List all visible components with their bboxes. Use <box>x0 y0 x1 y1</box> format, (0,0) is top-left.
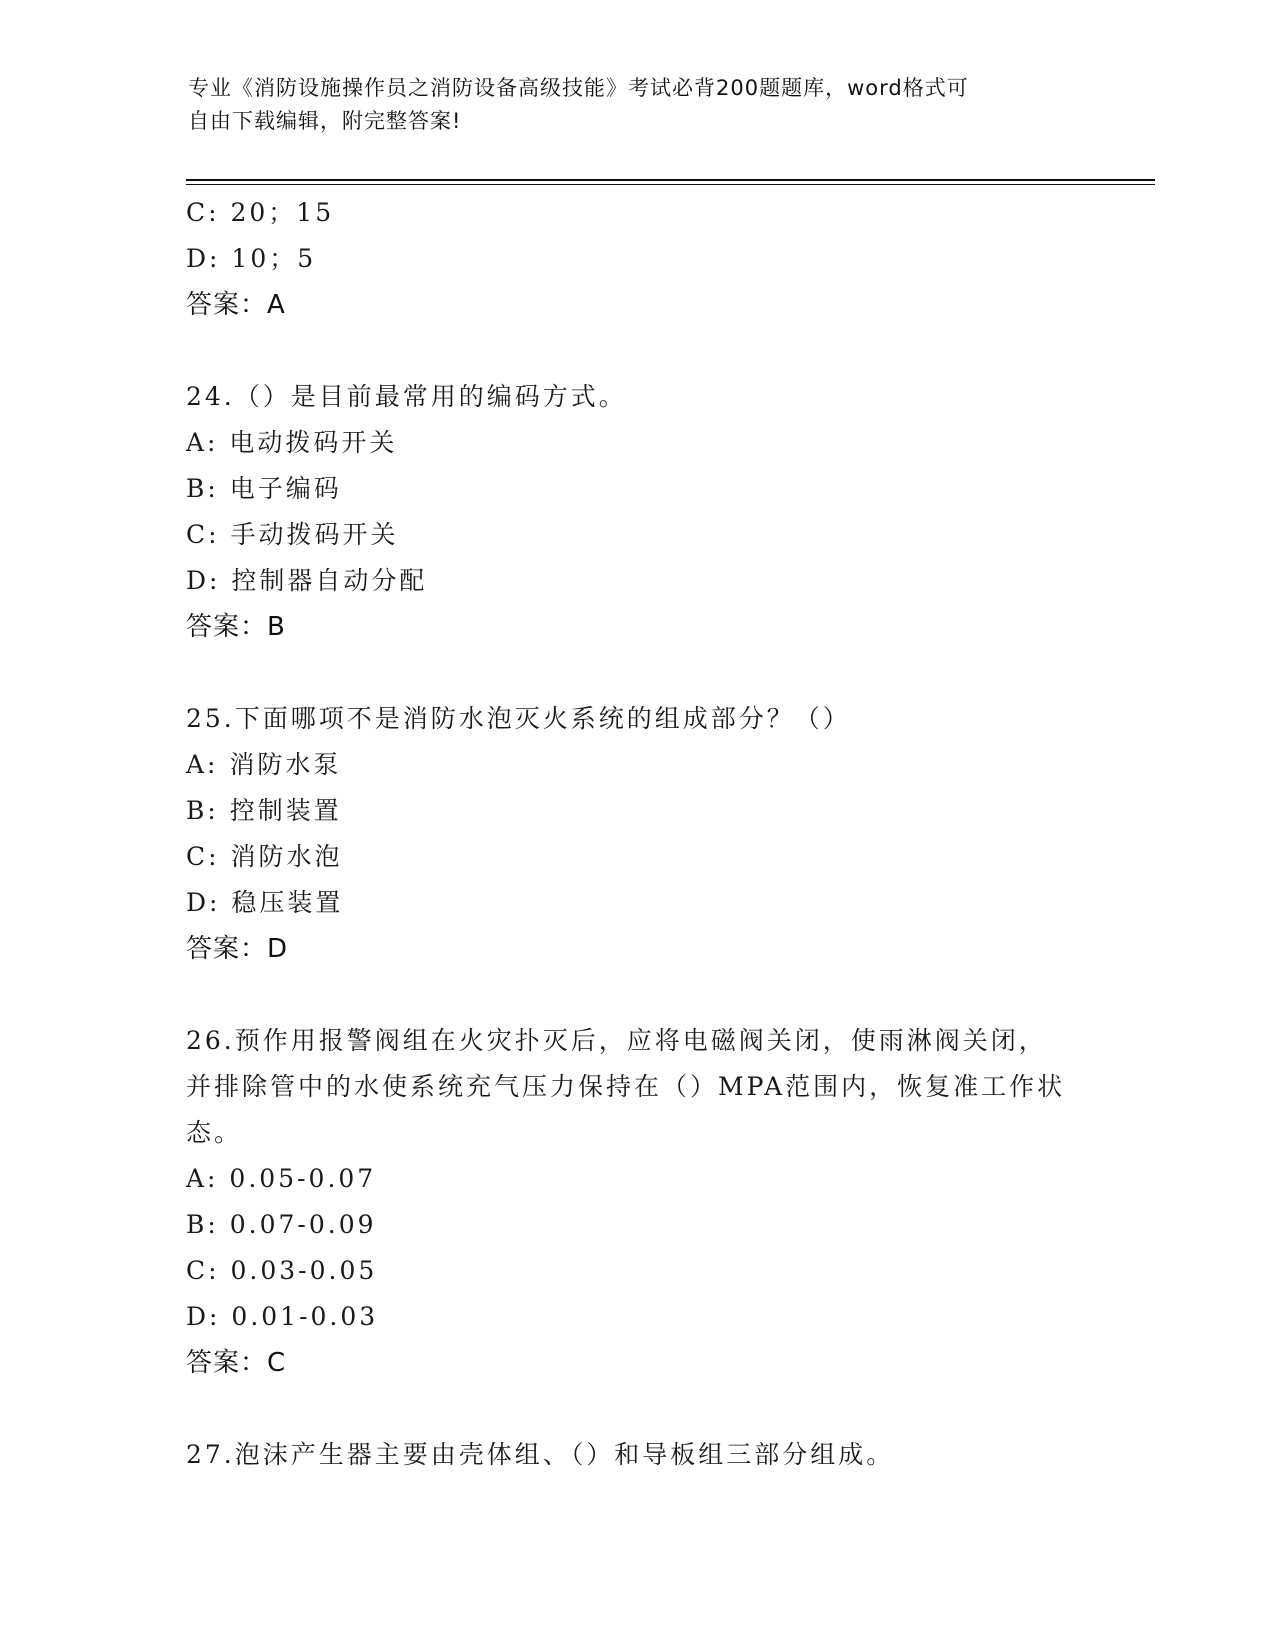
option-b: B: 电子编码 <box>186 474 342 503</box>
option-c: C: 0.03-0.05 <box>186 1256 378 1285</box>
answer-label: 答案：B <box>186 612 286 642</box>
answer-label: 答案：D <box>186 934 289 964</box>
question-stem-line-1: 26.预作用报警阀组在火灾扑灭后，应将电磁阀关闭，使雨淋阀关闭， <box>186 1026 1047 1055</box>
option-b: B: 控制装置 <box>186 796 342 825</box>
question-25 <box>186 696 1146 972</box>
option-a: A: 消防水泵 <box>186 750 342 779</box>
answer-label: 答案：C <box>186 1348 287 1378</box>
question-stem: 25.下面哪项不是消防水泡灭火系统的组成部分？（） <box>186 704 851 733</box>
option-c: C: 20；15 <box>186 198 335 227</box>
option-c: C: 手动拨码开关 <box>186 520 399 549</box>
header-divider <box>186 179 1155 181</box>
option-a: A: 电动拨码开关 <box>186 428 398 457</box>
question-stem-line-3: 态。 <box>186 1118 243 1147</box>
option-d: D: 0.01-0.03 <box>186 1302 379 1331</box>
option-a: A: 0.05-0.07 <box>186 1164 377 1193</box>
answer-label: 答案：A <box>186 290 286 320</box>
option-d: D: 控制器自动分配 <box>186 566 428 595</box>
question-stem: 27.泡沫产生器主要由壳体组、（）和导板组三部分组成。 <box>186 1440 895 1469</box>
question-stem-line-2: 并排除管中的水使系统充气压力保持在（）MPA范围内，恢复准工作状 <box>186 1072 1066 1101</box>
header-divider-thin <box>186 184 1155 185</box>
option-b: B: 0.07-0.09 <box>186 1210 377 1239</box>
option-d: D: 10；5 <box>186 244 317 273</box>
question-list <box>186 190 1146 1478</box>
question-23-continued <box>186 190 1146 328</box>
option-d: D: 稳压装置 <box>186 888 344 917</box>
header-line-1: 专业《消防设施操作员之消防设备高级技能》考试必背200题题库，word格式可 <box>188 76 969 100</box>
question-27 <box>186 1432 1146 1478</box>
document-header <box>188 72 1068 138</box>
header-line-2: 自由下载编辑，附完整答案! <box>188 109 462 133</box>
question-stem: 24.（）是目前最常用的编码方式。 <box>186 382 627 411</box>
question-26 <box>186 1018 1146 1386</box>
question-24 <box>186 374 1146 650</box>
option-c: C: 消防水泡 <box>186 842 343 871</box>
